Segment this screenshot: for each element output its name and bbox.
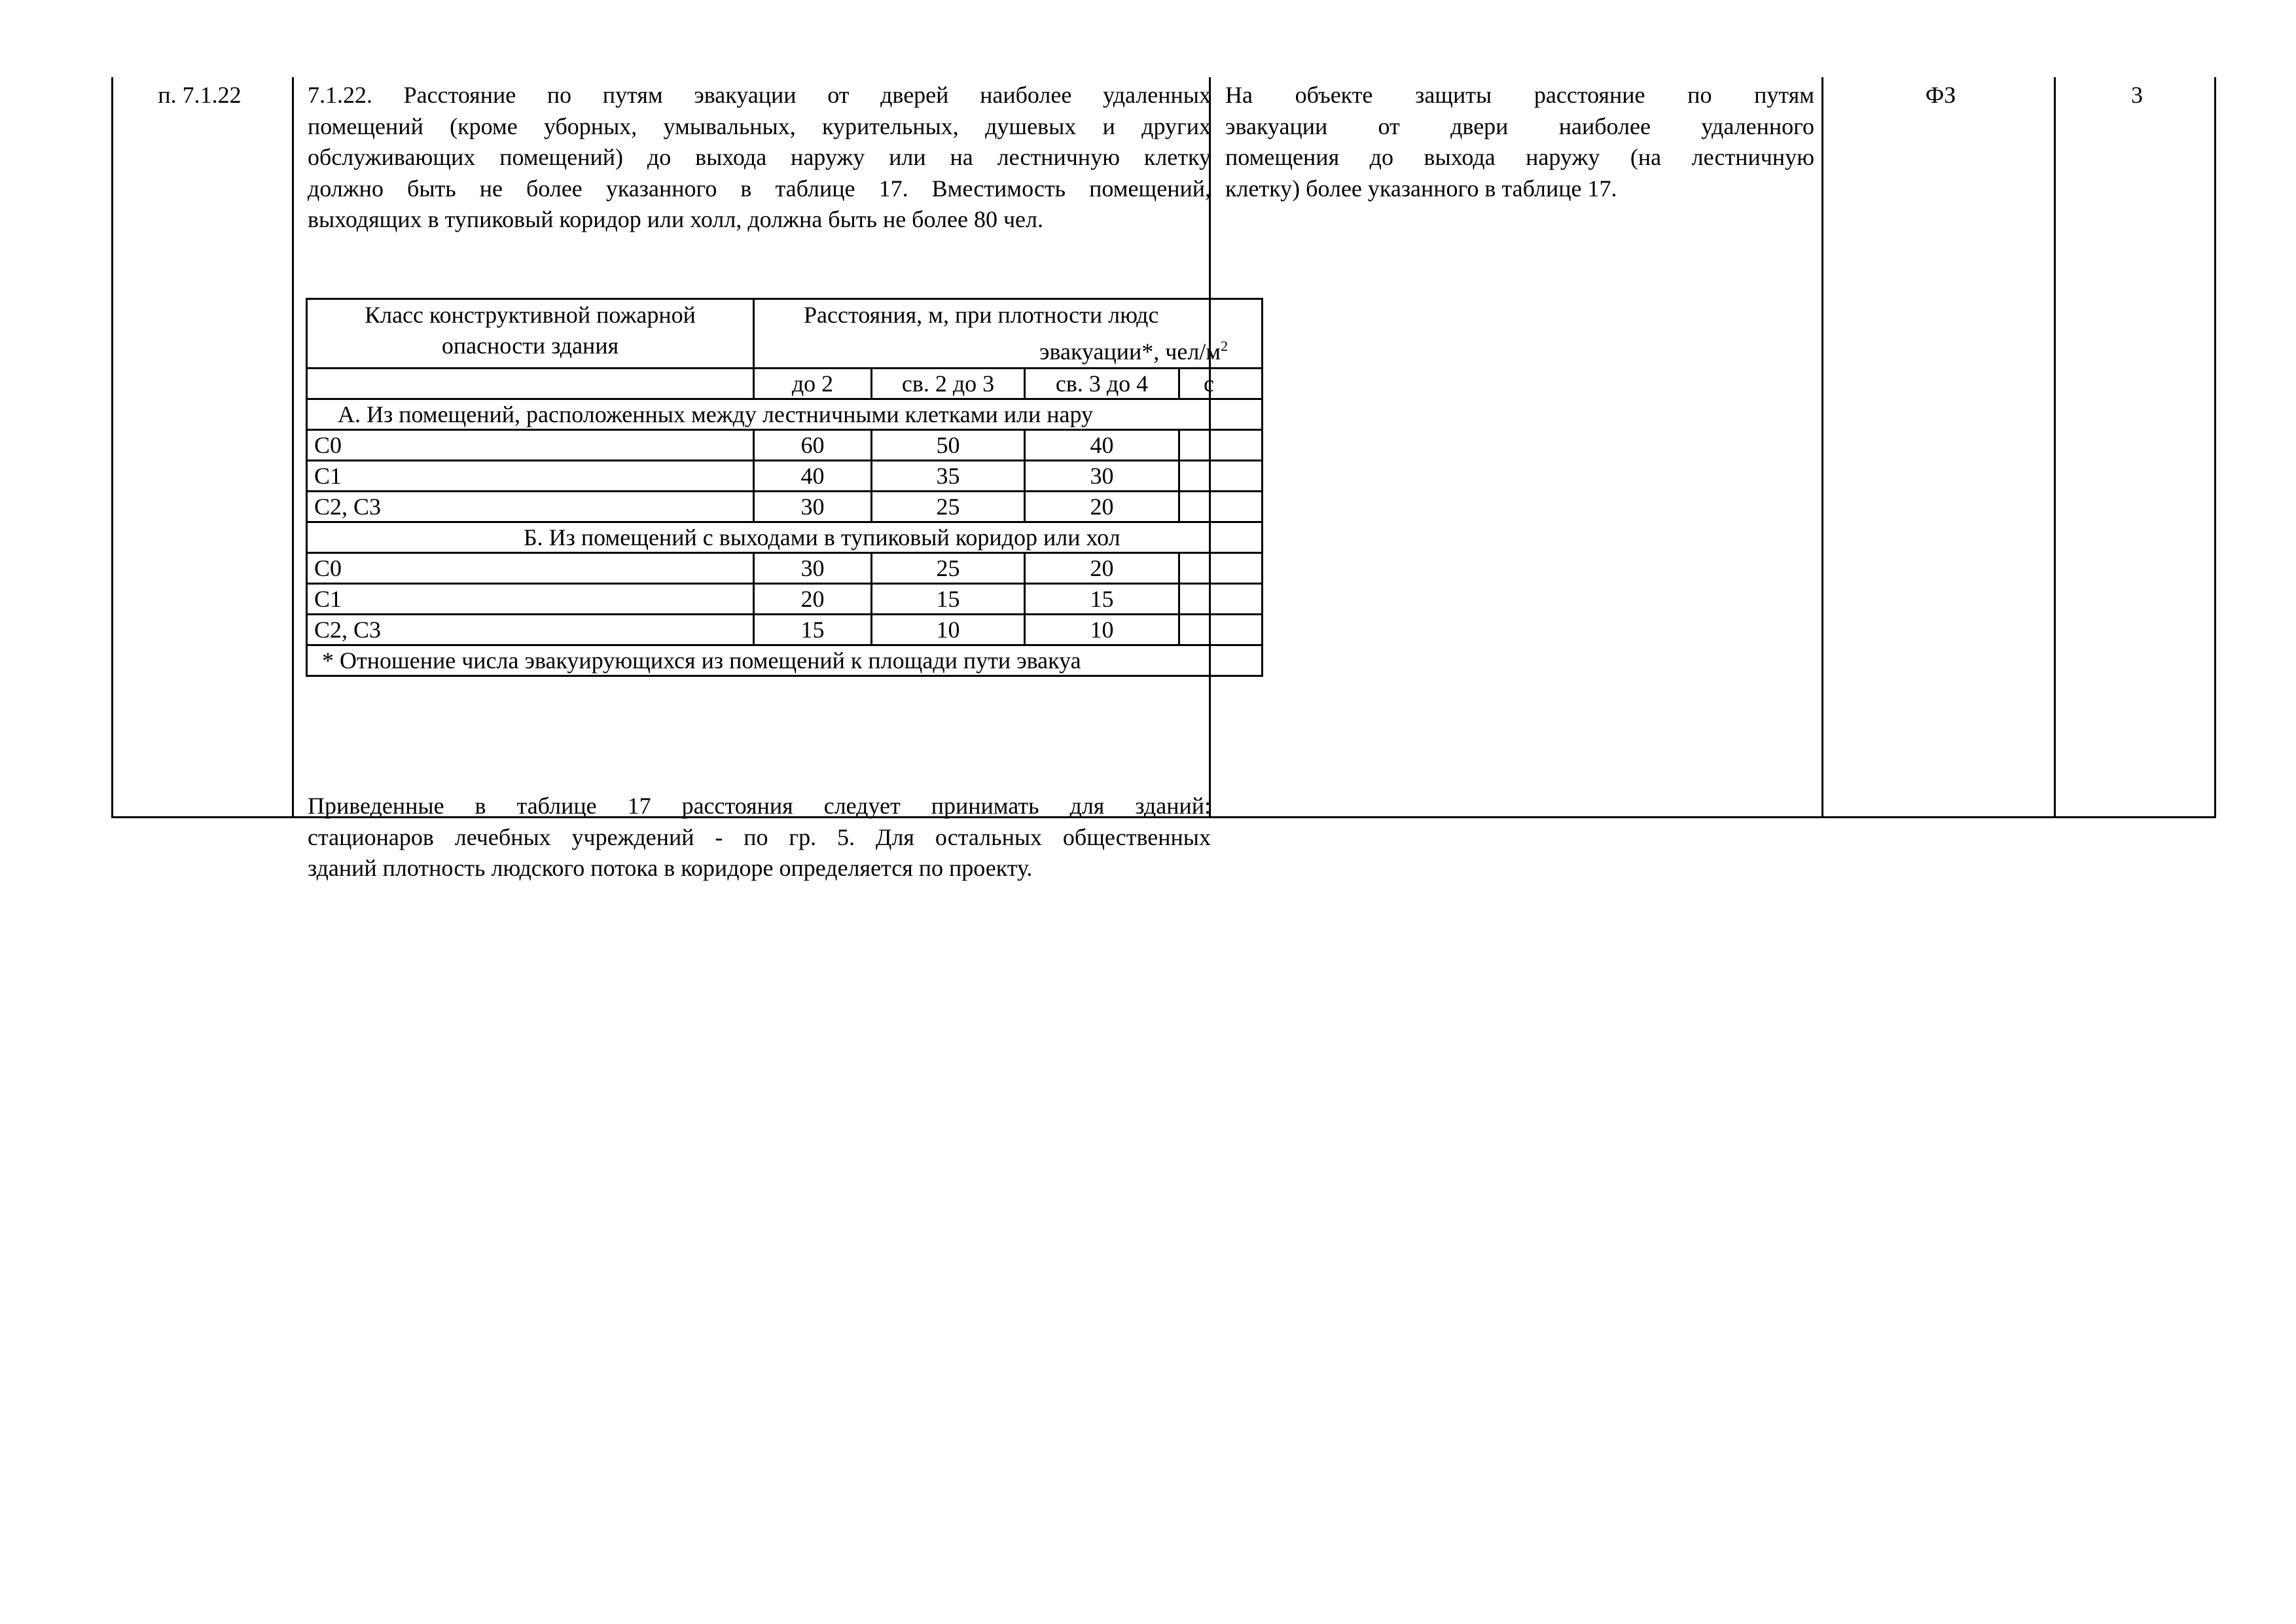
column-divider	[2214, 77, 2216, 818]
law-reference: ФЗ	[1925, 82, 1956, 108]
header-distance-cell	[754, 299, 1263, 369]
requirement-line: должно быть не более указанного в таблице 17. Вместимость помещений,	[308, 175, 1211, 202]
value-cell	[1179, 461, 1263, 492]
table-17	[306, 298, 1263, 677]
value-cell	[1179, 615, 1263, 645]
unit-superscript: 2	[1221, 338, 1229, 354]
table-row	[307, 584, 1263, 615]
column-divider	[1821, 77, 1823, 818]
header-distance-line1: Расстояния, м, при плотности людс	[804, 302, 1159, 328]
note-line: Приведенные в таблице 17 расстояния следует принимать для зданий:	[308, 793, 1211, 819]
requirement-text	[308, 80, 1211, 236]
value-cell: 30	[754, 492, 872, 522]
header-distance-line2	[804, 331, 1257, 367]
violation-line: помещения до выхода наружу (на лестничную	[1225, 144, 1814, 170]
density-col-3: св. 3 до 4	[1025, 369, 1179, 399]
value-cell: 20	[1025, 553, 1179, 584]
value-cell: 50	[872, 430, 1025, 461]
requirement-line: обслуживающих помещений) до выхода наружу или на лестничную клетку	[308, 144, 1211, 170]
note-line: зданий плотность людского потока в коридоре определяется по проекту.	[308, 855, 1033, 881]
value-cell: 60	[754, 430, 872, 461]
class-cell: С1	[307, 584, 754, 615]
value-cell: 10	[872, 615, 1025, 645]
requirements-table-row	[111, 77, 2216, 881]
value-cell: 35	[872, 461, 1025, 492]
violation-line: На объекте защиты расстояние по путям	[1225, 82, 1814, 108]
table-row	[307, 492, 1263, 522]
violation-line: эвакуации от двери наиболее удаленного	[1225, 113, 1814, 139]
value-cell	[1179, 492, 1263, 522]
table-row	[307, 615, 1263, 645]
value-cell	[1179, 430, 1263, 461]
density-col-1: до 2	[754, 369, 872, 399]
value-cell: 30	[1025, 461, 1179, 492]
table-17-viewport	[306, 298, 1229, 769]
column-divider	[111, 77, 113, 818]
density-col-4: с	[1179, 369, 1263, 399]
violation-text	[1225, 80, 1814, 204]
value-cell: 15	[754, 615, 872, 645]
value-cell: 30	[754, 553, 872, 584]
value-cell: 15	[1025, 584, 1179, 615]
spacer	[307, 369, 754, 399]
class-cell: С0	[307, 430, 754, 461]
class-cell: С2, С3	[307, 492, 754, 522]
column-divider	[292, 77, 294, 818]
requirement-line: 7.1.22. Расстояние по путям эвакуации от дверей наиболее удаленных	[308, 82, 1211, 108]
note-line: стационаров лечебных учреждений - по гр. 5. Для остальных общественных	[308, 823, 1211, 850]
value-cell	[1179, 553, 1263, 584]
value-cell: 25	[872, 553, 1025, 584]
value-cell: 25	[872, 492, 1025, 522]
table-note	[308, 791, 1211, 884]
requirement-line: помещений (кроме уборных, умывальных, курительных, душевых и других	[308, 113, 1211, 139]
value-cell: 40	[1025, 430, 1179, 461]
item-count: 3	[2131, 82, 2143, 108]
requirement-line: выходящих в тупиковый коридор или холл, должна быть не более 80 чел.	[308, 206, 1043, 232]
table-row	[307, 430, 1263, 461]
value-cell	[1179, 584, 1263, 615]
table-footnote: * Отношение числа эвакуирующихся из помещений к площади пути эвакуа	[307, 645, 1263, 676]
section-b-title: Б. Из помещений с выходами в тупиковый коридор или хол	[307, 522, 1263, 553]
header-class-label: Класс конструктивной пожарной опасности здания	[365, 302, 696, 359]
value-cell: 20	[1025, 492, 1179, 522]
violation-line: клетку) более указанного в таблице 17.	[1225, 175, 1617, 202]
value-cell: 10	[1025, 615, 1179, 645]
value-cell: 20	[754, 584, 872, 615]
value-cell: 40	[754, 461, 872, 492]
table-row	[307, 461, 1263, 492]
class-cell: С2, С3	[307, 615, 754, 645]
class-cell: С0	[307, 553, 754, 584]
column-divider	[2054, 77, 2056, 818]
class-cell: С1	[307, 461, 754, 492]
value-cell: 15	[872, 584, 1025, 615]
header-distance-unit: эвакуации*, чел/м	[1039, 338, 1221, 365]
density-col-2: св. 2 до 3	[872, 369, 1025, 399]
header-class-cell	[307, 299, 754, 369]
clause-number: п. 7.1.22	[158, 82, 242, 108]
section-a-title: А. Из помещений, расположенных между лестничными клетками или нару	[307, 399, 1263, 430]
table-row	[307, 553, 1263, 584]
